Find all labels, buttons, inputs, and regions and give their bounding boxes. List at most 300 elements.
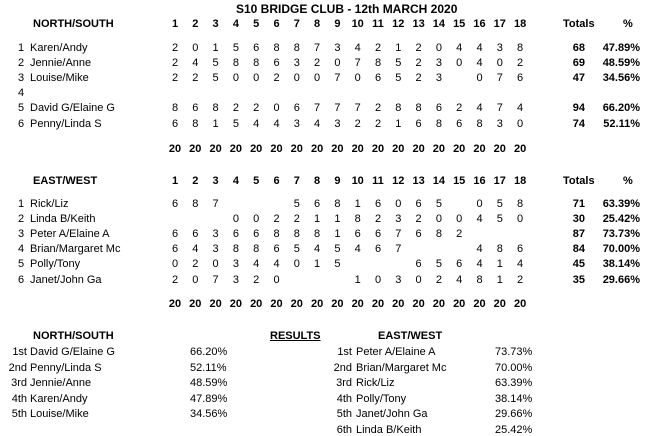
ew-pair-number: 6 [18, 273, 25, 286]
ns-top-score: 20 [351, 143, 364, 155]
results-ns-place: 4th [11, 392, 27, 405]
ew-board-header: 15 [453, 175, 466, 187]
ns-score-cell: 2 [232, 102, 239, 115]
ew-board-header: 18 [513, 175, 527, 187]
ew-pair-name: Polly/Tony [30, 258, 81, 271]
ns-pair-name: Louise/Mike [30, 72, 89, 85]
ew-score-cell: 8 [354, 213, 361, 226]
ew-score-cell: 0 [456, 213, 463, 226]
ns-total: 47 [572, 72, 585, 85]
ns-board-header: 18 [513, 18, 527, 30]
ew-percent: 38.14% [602, 258, 640, 271]
ew-score-cell: 6 [314, 198, 321, 210]
ew-percent: 29.66% [602, 273, 640, 286]
ew-score-cell: 8 [334, 198, 341, 210]
ew-score-cell: 6 [415, 228, 422, 241]
ew-score-cell: 6 [456, 258, 463, 271]
ns-score-cell: 3 [334, 42, 341, 54]
ew-score-cell: 0 [192, 273, 199, 286]
ew-score-cell: 0 [374, 273, 382, 286]
ew-score-cell: 3 [395, 213, 402, 226]
ew-board-header: 8 [314, 175, 321, 187]
results-ew-heading: EAST/WEST [378, 330, 443, 342]
ew-score-cell: 0 [476, 198, 483, 210]
ns-pair-number: 3 [18, 72, 25, 85]
ew-score-cell: 8 [517, 198, 524, 210]
ns-score-cell: 0 [354, 72, 361, 85]
ew-top-score: 20 [310, 298, 324, 310]
results-ew-name: Polly/Tony [356, 392, 407, 405]
ew-heading: EAST/WEST [33, 175, 98, 187]
ew-pair-number: 2 [18, 213, 25, 226]
ew-score-cell: 4 [476, 258, 483, 271]
ns-score-cell: 5 [232, 42, 239, 54]
ns-score-cell: 4 [456, 42, 463, 54]
ew-score-cell: 5 [496, 198, 503, 210]
ns-score-cell: 0 [192, 42, 199, 54]
ew-board-header: 10 [351, 175, 364, 187]
ew-score-cell: 6 [374, 243, 382, 256]
ew-score-cell: 0 [435, 213, 442, 226]
ns-board-header: 5 [253, 18, 260, 30]
ew-score-cell: 1 [496, 273, 503, 286]
ew-score-cell: 2 [374, 213, 382, 226]
ew-score-cell: 8 [314, 228, 321, 241]
ew-pair-name: Rick/Liz [30, 198, 69, 210]
ew-board-header: 16 [473, 175, 486, 187]
ew-score-cell: 8 [293, 228, 300, 241]
results-ew-name: Brian/Margaret Mc [356, 361, 447, 374]
ns-board-header: 10 [351, 18, 364, 30]
ns-score-cell: 4 [354, 42, 361, 54]
ns-score-cell: 3 [293, 117, 300, 130]
ew-score-cell: 3 [212, 228, 219, 241]
ew-top-score: 20 [432, 298, 446, 310]
ns-totals-header: Totals [563, 18, 595, 30]
ew-score-cell: 4 [253, 258, 260, 271]
ns-score-cell: 3 [496, 42, 503, 54]
results-ew-place: 5th [336, 408, 352, 420]
ns-score-cell: 7 [334, 72, 341, 85]
ew-score-cell: 2 [253, 273, 260, 286]
ns-top-score: 20 [189, 143, 202, 155]
ew-board-header: 4 [232, 175, 239, 187]
ew-score-cell: 4 [314, 243, 321, 256]
ns-percent: 66.20% [602, 102, 640, 115]
ew-total: 71 [572, 198, 585, 210]
ew-score-cell: 5 [334, 258, 341, 271]
ew-top-score: 20 [513, 298, 527, 310]
ew-score-cell: 1 [334, 213, 341, 226]
ns-total: 94 [572, 102, 585, 115]
ew-top-score: 20 [392, 298, 405, 310]
ew-top-score: 20 [493, 298, 506, 310]
ew-pair-number: 3 [18, 228, 25, 241]
ns-board-header: 8 [314, 18, 321, 30]
results-ns-place: 2nd [8, 361, 27, 374]
ns-score-cell: 7 [334, 102, 341, 115]
ns-total: 68 [572, 42, 585, 54]
ew-board-header: 6 [273, 175, 280, 187]
results-ns-percent: 34.56% [190, 408, 228, 420]
ns-score-cell: 2 [171, 57, 179, 70]
ns-percent: 47.89% [602, 42, 640, 54]
ew-board-header: 9 [334, 175, 341, 187]
ns-top-score: 20 [310, 143, 324, 155]
ns-score-cell: 7 [354, 57, 361, 70]
ns-board-header: 11 [372, 18, 384, 30]
ns-percent: 34.56% [602, 72, 640, 85]
ns-score-cell: 5 [395, 72, 402, 85]
ew-score-cell: 4 [476, 213, 483, 226]
ew-score-cell: 2 [517, 273, 524, 286]
ns-board-header: 14 [432, 18, 446, 30]
ns-score-cell: 6 [517, 72, 524, 85]
ns-pair-number: 5 [18, 102, 25, 115]
ew-score-cell: 5 [293, 198, 300, 210]
ew-score-cell: 1 [354, 273, 361, 286]
ew-top-score: 20 [331, 298, 344, 310]
ns-score-cell: 8 [374, 57, 382, 70]
ns-score-cell: 4 [273, 117, 280, 130]
ns-score-cell: 5 [212, 57, 219, 70]
results-ew-name: Peter A/Elaine A [356, 346, 436, 358]
ew-board-header: 2 [192, 175, 199, 187]
ns-score-cell: 0 [517, 117, 524, 130]
ew-score-cell: 0 [415, 273, 422, 286]
ns-board-header: 2 [192, 18, 199, 30]
results-ns-heading: NORTH/SOUTH [33, 330, 114, 342]
ns-board-header: 16 [473, 18, 486, 30]
results-ns-place: 1st [12, 346, 27, 358]
results-ew-place: 3rd [336, 377, 352, 389]
results-ew-place: 6th [336, 423, 352, 436]
ns-score-cell: 8 [293, 42, 300, 54]
ns-score-cell: 6 [192, 102, 199, 115]
ew-score-cell: 5 [496, 213, 503, 226]
ew-score-cell: 0 [232, 213, 239, 226]
ns-score-cell: 3 [293, 57, 300, 70]
ns-score-cell: 4 [314, 117, 321, 130]
ns-total: 69 [572, 57, 585, 70]
ew-score-cell: 5 [334, 243, 341, 256]
ns-score-cell: 3 [435, 57, 442, 70]
ew-score-cell: 6 [171, 243, 179, 256]
ew-score-cell: 4 [476, 243, 483, 256]
ns-pair-number: 1 [18, 42, 25, 54]
ew-board-header: 7 [293, 175, 300, 187]
results-label: RESULTS [270, 330, 321, 342]
ew-board-header: 17 [493, 175, 506, 187]
ew-score-cell: 6 [171, 198, 179, 210]
ns-score-cell: 6 [273, 57, 280, 70]
ns-top-score: 20 [168, 143, 182, 155]
ns-score-cell: 8 [517, 42, 524, 54]
ns-score-cell: 2 [314, 57, 321, 70]
ns-score-cell: 4 [517, 102, 524, 115]
ns-score-cell: 8 [273, 42, 280, 54]
ew-score-cell: 2 [192, 258, 199, 271]
ns-pair-name: Karen/Andy [30, 42, 88, 54]
ew-score-cell: 6 [192, 228, 199, 241]
results-ns-percent: 47.89% [190, 392, 228, 405]
ns-pair-number: 4 [18, 87, 25, 100]
ns-score-cell: 6 [435, 102, 442, 115]
ns-score-cell: 8 [415, 102, 422, 115]
ew-top-score: 20 [209, 298, 222, 310]
ns-score-cell: 4 [476, 57, 483, 70]
ew-score-cell: 3 [212, 243, 219, 256]
ew-board-header: 13 [412, 175, 425, 187]
ew-score-cell: 0 [171, 258, 179, 271]
ns-top-score: 20 [209, 143, 222, 155]
ns-score-cell: 0 [293, 72, 300, 85]
ew-score-cell: 6 [415, 198, 422, 210]
ew-top-score: 20 [371, 298, 385, 310]
ew-pair-name: Linda B/Keith [30, 213, 96, 226]
ns-score-cell: 0 [253, 72, 260, 85]
ew-score-cell: 6 [374, 198, 382, 210]
results-ew-name: Janet/John Ga [356, 408, 428, 420]
ns-score-cell: 2 [273, 72, 280, 85]
ns-top-score: 20 [432, 143, 446, 155]
ew-board-header: 11 [372, 175, 384, 187]
ns-score-cell: 4 [476, 42, 483, 54]
ew-score-cell: 0 [395, 198, 402, 210]
ew-board-header: 12 [392, 175, 405, 187]
ew-board-header: 1 [171, 175, 179, 187]
ew-score-cell: 8 [232, 243, 239, 256]
results-ew-percent: 73.73% [495, 346, 533, 358]
ew-top-score: 20 [290, 298, 303, 310]
ns-top-score: 20 [473, 143, 486, 155]
ew-percent: 25.42% [602, 213, 640, 226]
ns-score-cell: 8 [253, 57, 260, 70]
results-ew-place: 4th [336, 392, 352, 405]
ns-score-cell: 0 [334, 57, 341, 70]
ns-score-cell: 2 [415, 42, 422, 54]
ew-score-cell: 3 [395, 273, 402, 286]
ns-score-cell: 8 [192, 117, 199, 130]
ns-board-header: 1 [171, 18, 179, 30]
ns-score-cell: 6 [253, 42, 260, 54]
ns-score-cell: 7 [496, 72, 503, 85]
ew-percent: 70.00% [602, 243, 640, 256]
ns-score-cell: 0 [232, 72, 239, 85]
ew-pair-number: 4 [18, 243, 25, 256]
ew-score-cell: 0 [273, 273, 280, 286]
ns-board-header: 12 [392, 18, 405, 30]
ew-score-cell: 4 [273, 258, 280, 271]
ew-top-score: 20 [189, 298, 202, 310]
ew-top-score: 20 [270, 298, 283, 310]
ns-score-cell: 1 [395, 42, 402, 54]
results-ns-percent: 52.11% [190, 361, 227, 374]
results-ew-name: Rick/Liz [356, 377, 395, 389]
ew-percent: 63.39% [602, 198, 640, 210]
ns-score-cell: 7 [314, 102, 321, 115]
ew-pair-name: Brian/Margaret Mc [30, 243, 121, 256]
ew-score-cell: 7 [395, 243, 402, 256]
ns-pair-number: 6 [18, 117, 25, 130]
ew-score-cell: 8 [476, 273, 483, 286]
ew-score-cell: 2 [171, 273, 179, 286]
ns-score-cell: 1 [212, 42, 219, 54]
ew-top-score: 20 [168, 298, 182, 310]
ns-board-header: 6 [273, 18, 280, 30]
ew-pair-number: 5 [18, 258, 25, 271]
ns-top-score: 20 [250, 143, 263, 155]
results-ns-name: Jennie/Anne [30, 377, 92, 389]
ew-total: 84 [572, 243, 585, 256]
ew-totals-header: Totals [563, 175, 595, 187]
ew-top-score: 20 [473, 298, 486, 310]
ns-score-cell: 7 [354, 102, 361, 115]
ns-top-score: 20 [229, 143, 243, 155]
results-ew-percent: 70.00% [495, 361, 533, 374]
ew-score-cell: 0 [253, 213, 260, 226]
ns-score-cell: 7 [496, 102, 503, 115]
ns-score-cell: 8 [212, 102, 219, 115]
ew-score-cell: 2 [435, 273, 442, 286]
ew-score-cell: 8 [496, 243, 503, 256]
ns-pair-name: David G/Elaine G [30, 102, 115, 115]
ns-score-cell: 4 [192, 57, 199, 70]
ew-total: 87 [572, 228, 585, 241]
results-ns-percent: 66.20% [190, 346, 228, 358]
ew-score-cell: 5 [435, 258, 442, 271]
ns-percent: 52.11% [603, 117, 640, 130]
ns-score-cell: 2 [354, 117, 361, 130]
results-ew-percent: 25.42% [495, 423, 533, 436]
ns-score-cell: 8 [232, 57, 239, 70]
ns-percent-header: % [623, 18, 633, 30]
ns-board-header: 4 [232, 18, 239, 30]
ns-score-cell: 2 [456, 102, 463, 115]
results-ew-place: 1st [337, 346, 352, 358]
ns-score-cell: 0 [435, 42, 442, 54]
ew-score-cell: 1 [314, 213, 321, 226]
ns-heading: NORTH/SOUTH [33, 18, 114, 30]
ns-board-header: 3 [212, 18, 219, 30]
ns-pair-name: Jennie/Anne [30, 57, 92, 70]
ns-top-score: 20 [331, 143, 344, 155]
ns-score-cell: 7 [314, 42, 321, 54]
ns-score-cell: 8 [435, 117, 442, 130]
ew-top-score: 20 [250, 298, 263, 310]
ns-score-cell: 4 [253, 117, 260, 130]
ns-score-cell: 3 [435, 72, 442, 85]
results-ew-percent: 38.14% [495, 392, 533, 405]
ew-score-cell: 1 [334, 228, 341, 241]
ns-top-score: 20 [412, 143, 425, 155]
ew-top-score: 20 [412, 298, 425, 310]
ns-score-cell: 0 [273, 102, 280, 115]
ns-total: 74 [572, 117, 585, 130]
ew-board-header: 5 [253, 175, 260, 187]
ns-score-cell: 6 [293, 102, 300, 115]
ns-score-cell: 0 [456, 57, 463, 70]
ew-score-cell: 3 [232, 258, 239, 271]
ns-score-cell: 8 [171, 102, 179, 115]
ns-score-cell: 3 [334, 117, 341, 130]
results-ns-name: Penny/Linda S [30, 361, 102, 374]
ns-score-cell: 6 [374, 72, 382, 85]
ns-top-score: 20 [290, 143, 303, 155]
ew-score-cell: 6 [354, 228, 361, 241]
ew-pair-name: Peter A/Elaine A [30, 228, 110, 241]
results-ew-name: Linda B/Keith [356, 423, 422, 436]
ns-score-cell: 2 [517, 57, 524, 70]
ew-top-score: 20 [229, 298, 243, 310]
ew-score-cell: 5 [435, 198, 442, 210]
ew-board-header: 14 [432, 175, 446, 187]
ns-score-cell: 6 [171, 117, 179, 130]
ns-score-cell: 8 [476, 117, 483, 130]
ns-board-header: 13 [412, 18, 425, 30]
ns-top-score: 20 [392, 143, 405, 155]
page-title: S10 BRIDGE CLUB - 12th MARCH 2020 [236, 2, 458, 16]
ew-score-cell: 4 [517, 258, 524, 271]
ew-score-cell: 4 [192, 243, 199, 256]
ns-score-cell: 1 [212, 117, 219, 130]
ew-top-score: 20 [453, 298, 466, 310]
ns-board-header: 7 [293, 18, 300, 30]
ew-percent: 73.73% [602, 228, 640, 241]
ns-score-cell: 5 [395, 57, 402, 70]
ns-top-score: 20 [453, 143, 466, 155]
ew-score-cell: 2 [273, 213, 280, 226]
ew-total: 30 [572, 213, 585, 226]
ew-score-cell: 6 [517, 243, 524, 256]
ns-score-cell: 0 [476, 72, 483, 85]
ns-score-cell: 2 [171, 72, 179, 85]
ns-percent: 48.59% [602, 57, 640, 70]
ew-total: 35 [572, 273, 585, 286]
ew-score-cell: 0 [293, 258, 300, 271]
ew-total: 45 [572, 258, 585, 271]
results-ns-place: 3rd [11, 377, 27, 389]
ew-score-cell: 7 [212, 198, 219, 210]
ew-score-cell: 2 [415, 213, 422, 226]
ew-score-cell: 5 [293, 243, 300, 256]
ns-score-cell: 2 [253, 102, 260, 115]
ew-score-cell: 0 [212, 258, 219, 271]
ew-score-cell: 8 [253, 243, 260, 256]
results-ns-percent: 48.59% [190, 377, 228, 389]
ew-percent-header: % [623, 175, 633, 187]
ns-top-score: 20 [493, 143, 506, 155]
ns-score-cell: 2 [415, 57, 422, 70]
ew-score-cell: 0 [517, 213, 524, 226]
ns-score-cell: 2 [415, 72, 422, 85]
ew-score-cell: 1 [496, 258, 503, 271]
results-ns-name: David G/Elaine G [30, 346, 115, 358]
results-ns-place: 5th [11, 408, 27, 420]
ns-score-cell: 6 [456, 117, 463, 130]
ns-top-score: 20 [513, 143, 527, 155]
ns-score-cell: 5 [232, 117, 239, 130]
ew-score-cell: 1 [314, 258, 321, 271]
ns-score-cell: 1 [395, 117, 402, 130]
ew-score-cell: 6 [253, 228, 260, 241]
ew-pair-number: 1 [18, 198, 25, 210]
results-ns-name: Louise/Mike [30, 408, 89, 420]
ew-score-cell: 8 [273, 228, 280, 241]
ew-board-header: 3 [212, 175, 219, 187]
ns-board-header: 17 [493, 18, 506, 30]
ns-score-cell: 5 [212, 72, 219, 85]
